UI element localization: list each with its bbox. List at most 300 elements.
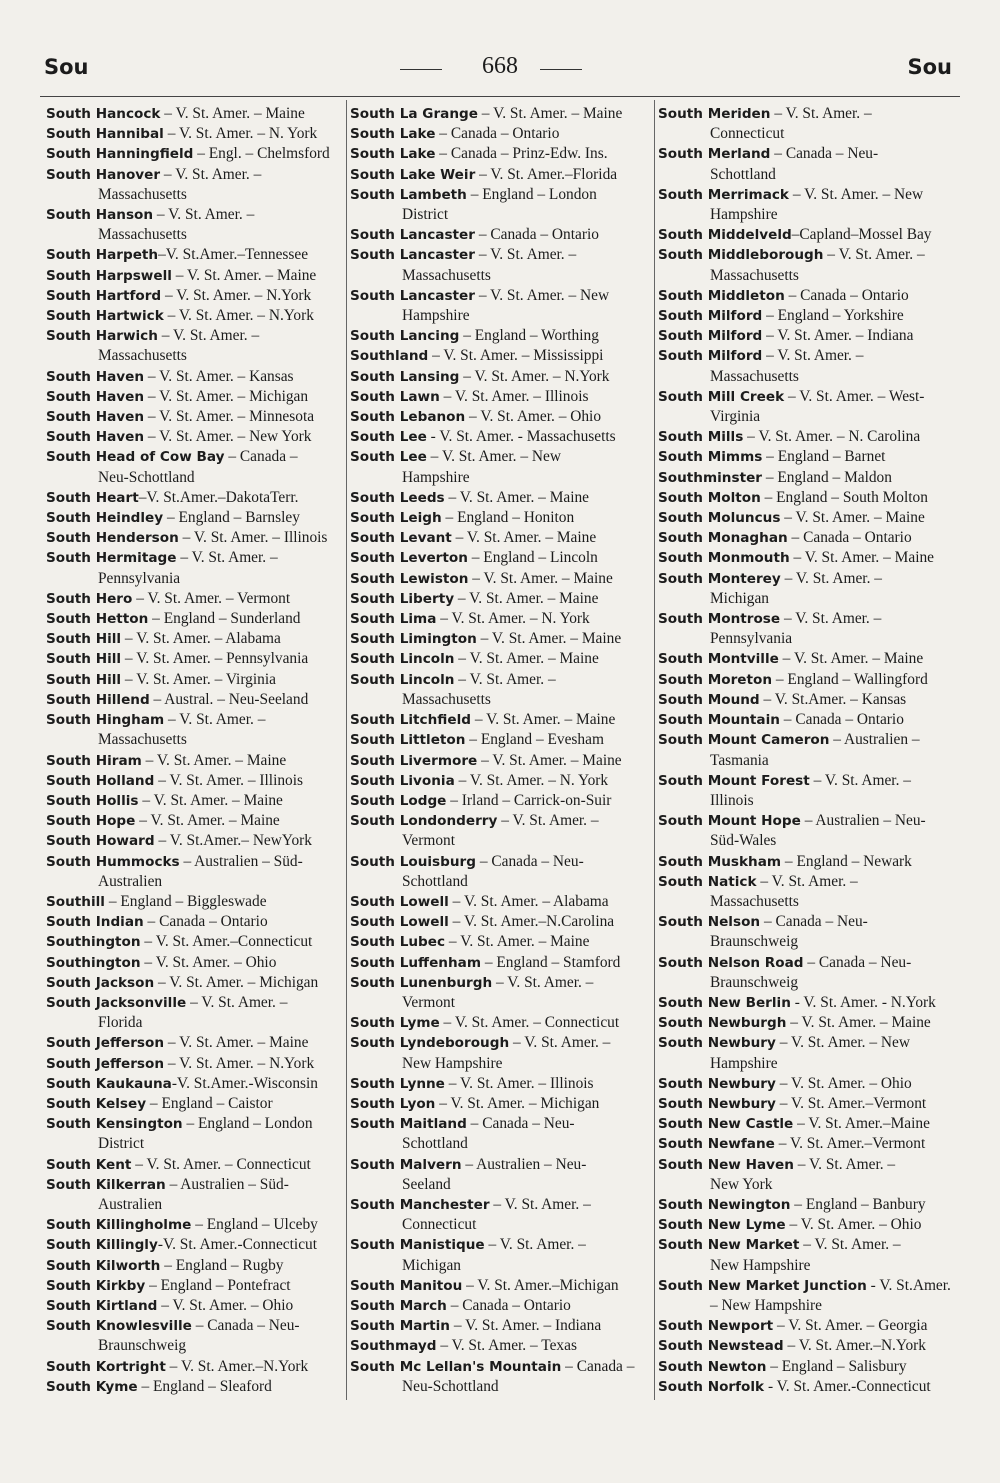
entry-place-name: South Milford [658,328,763,345]
entry-location: – V. St. Amer. – West- [784,387,925,405]
entry-place-name: South Killingly [46,1237,158,1254]
gazetteer-entry [658,286,958,306]
entry-place-name: South Hetton [46,611,149,628]
entry-continuation: Hampshire [710,206,778,224]
column-left [46,104,342,1404]
gazetteer-entry [350,973,652,1013]
gazetteer-entry [46,1155,342,1175]
gazetteer-entry [658,1316,958,1336]
entry-continuation: Illinois [710,791,754,809]
entry-location: – Australien – Süd- [179,852,303,870]
gazetteer-entry [46,831,342,851]
entry-location: – England – Barnsley [163,509,300,527]
entry-place-name: South Nelson [658,914,761,931]
gazetteer-entry [46,1215,342,1235]
entry-location: – V. St. Amer. – Michigan [144,387,309,405]
entry-location: – Canada – Ontario [143,913,268,931]
gazetteer-entry [350,488,652,508]
entry-place-name: South Milford [658,348,763,365]
entry-location: – V. St. Amer. – Ohio [140,953,277,971]
entry-location: – V. St. Amer. – Alabama [121,630,281,648]
entry-location: – V. St. Amer. – Maine [444,488,590,506]
entry-place-name: South Lambeth [350,186,467,203]
entry-continuation: Connecticut [710,125,785,143]
entry-location: – England – Lincoln [467,549,598,567]
entry-place-name: South Lansing [350,368,460,385]
gazetteer-entry [658,771,958,811]
gazetteer-entry [658,488,958,508]
entry-place-name: South Littleton [350,732,466,749]
entry-continuation: Hampshire [710,1054,778,1072]
gazetteer-entry [658,548,958,568]
gazetteer-entry [46,1256,342,1276]
entry-place-name: South Kirkby [46,1277,146,1294]
entry-location: – Australien – Neu- [800,812,926,830]
entry-location: – V. St. Amer. – [186,993,288,1011]
entry-continuation: Michigan [710,589,769,607]
entry-place-name: South Mills [658,429,744,446]
entry-location: – V. St. Amer.–Vermont [775,1094,927,1112]
entry-continuation: District [402,206,449,224]
entry-place-name: South Lake Weir [350,166,476,183]
entry-location: – V. St. Amer. – Kansas [144,367,294,385]
entry-location: – England – Salisbury [766,1357,907,1375]
gazetteer-entry [46,326,342,366]
entry-place-name: South Lincoln [350,651,455,668]
gazetteer-entry [658,912,958,952]
gazetteer-entry [658,1074,958,1094]
entry-location: – V. St. Amer. – Maine [477,751,622,769]
gazetteer-entry [350,751,652,771]
entry-place-name: South Milford [658,308,763,325]
entry-place-name: South Haven [46,368,145,385]
entry-place-name: South Leverton [350,550,468,567]
entry-place-name: South Lima [350,611,437,628]
entry-place-name: South Kensington [46,1116,183,1133]
entry-location: – England – Honiton [441,509,575,527]
entry-place-name: South New Haven [658,1156,794,1173]
page-number: 668 [482,53,518,79]
entry-location: – Canada – Neu- [466,1115,575,1133]
entry-place-name: South Lawn [350,388,440,405]
entry-location: – V. St. Amer. – [157,327,260,345]
entry-place-name: South Montrose [658,611,781,628]
entry-location: – Canada – Ontario [779,711,904,729]
entry-place-name: Southmayd [350,1338,437,1355]
entry-location: –Capland–Mossel Bay [791,226,932,244]
gazetteer-entry [350,286,652,326]
entry-place-name: South Lancaster [350,227,475,244]
entry-location: – V. St. Amer. – Maine [454,650,599,668]
entry-location: – V. St. Amer. – Ohio [775,1074,912,1092]
entry-location: – V. St. Amer. – [492,973,594,991]
gazetteer-entry [46,1175,342,1215]
entry-place-name: South Maitland [350,1116,467,1133]
entry-place-name: South Jefferson [46,1035,165,1052]
gazetteer-entry [350,609,652,629]
entry-place-name: South Hill [46,631,122,648]
gazetteer-entry [46,1074,342,1094]
entry-location: – V. St. Amer. – Georgia [773,1317,928,1335]
entry-place-name: South Jackson [46,974,155,991]
entry-location: – V. St. Amer. – [497,812,599,830]
entry-location: – England – Pontefract [145,1276,291,1294]
entry-location: – Canada – Neu- [760,913,868,931]
entry-continuation: Schottland [402,872,468,890]
gazetteer-entry [658,1235,958,1275]
entry-location: – Canada – Neu- [770,145,879,163]
entry-location: – V. St. Amer. – N. York [454,771,609,789]
entry-place-name: South Haven [46,409,145,426]
entry-place-name: South Kent [46,1156,132,1173]
gazetteer-entry [658,609,958,649]
gazetteer-entry [350,346,652,366]
entry-place-name: South Hannibal [46,126,164,143]
gazetteer-entry [350,387,652,407]
entry-location: – V. St.Amer. – Kansas [759,690,907,708]
gazetteer-entry [46,165,342,205]
entry-place-name: South Martin [350,1318,450,1335]
gazetteer-entry [46,1033,342,1053]
gazetteer-entry [658,387,958,427]
entry-location: – V. St. Amer. – [153,206,255,224]
entry-place-name: Southington [46,934,141,951]
entry-continuation: Massachusetts [98,731,187,749]
gazetteer-entry [658,1134,958,1154]
entry-location: – V. St. Amer. – [799,1236,901,1254]
gazetteer-entry [350,1235,652,1275]
entry-place-name: South Kortright [46,1358,166,1375]
gazetteer-entry [658,185,958,225]
gazetteer-entry [46,124,342,144]
entry-continuation: Braunschweig [98,1337,187,1355]
entry-location: – V. St. Amer. – N. Carolina [743,428,921,446]
entry-location: – V. St. Amer. – N.York [161,286,312,304]
entry-place-name: South Lyon [350,1095,436,1112]
entry-place-name: South Henderson [46,530,179,547]
entry-place-name: South Mountain [658,712,780,729]
entry-place-name: South Mount Cameron [658,732,830,749]
gazetteer-entry [350,1357,652,1397]
gazetteer-entry [350,508,652,528]
gazetteer-entry [46,973,342,993]
entry-place-name: South Moluncus [658,510,781,527]
gazetteer-entry [46,427,342,447]
entry-place-name: South Harpswell [46,267,172,284]
entry-location: – V. St. Amer. – Maine [468,569,613,587]
entry-place-name: South Mount Hope [658,813,801,830]
gazetteer-entry [46,205,342,245]
entry-place-name: South Hummocks [46,853,180,870]
entry-continuation: Schottland [710,165,776,183]
entry-location: – V. St. Amer. – Pennsylvania [121,650,309,668]
gazetteer-entry [350,852,652,892]
entry-location: – V. St. Amer. – Illinois [154,771,304,789]
entry-location: – England – London [466,185,597,203]
gazetteer-entry [350,1033,652,1073]
entry-place-name: South Hiram [46,752,142,769]
entry-place-name: South Moreton [658,671,773,688]
entry-continuation: Michigan [402,1256,461,1274]
entry-place-name: South Middleton [658,287,785,304]
entry-place-name: South Muskham [658,853,782,870]
entry-place-name: South Litchfield [350,712,471,729]
entry-location: – V. St. Amer. – [780,610,882,628]
entry-place-name: South Harpeth [46,247,159,264]
entry-continuation: Schottland [402,1135,468,1153]
column-middle [350,104,652,1404]
entry-continuation: New Hampshire [402,1054,503,1072]
gazetteer-entry [350,771,652,791]
entry-location: – V. St. Amer. – [809,771,911,789]
gazetteer-entry [350,245,652,285]
entry-location: – V. St. Amer. – Illinois [178,529,328,547]
gazetteer-entry [46,670,342,690]
entry-continuation: Massachusetts [710,266,799,284]
entry-location: – V. St. Amer. – [823,246,925,264]
entry-location: – Australien – Neu- [461,1155,587,1173]
entry-location: – V. St. Amer. – Maine [451,529,597,547]
entry-continuation: Florida [98,1014,143,1032]
entry-continuation: Neu-Schottland [402,1377,499,1395]
gazetteer-entry [350,367,652,387]
entry-place-name: South Newbury [658,1075,776,1092]
entry-location: – V. St. Amer. – Illinois [439,387,589,405]
entry-place-name: South Lee [350,449,427,466]
gazetteer-entry [46,710,342,750]
entry-place-name: South Livonia [350,772,455,789]
entry-location: – V. St. Amer. – N.York [164,1054,315,1072]
entry-location: – England – Barnet [762,448,886,466]
entry-place-name: South Kelsey [46,1095,147,1112]
entry-place-name: South Lincoln [350,671,455,688]
entry-place-name: South Newport [658,1318,774,1335]
entry-place-name: South Heindley [46,510,164,527]
entry-place-name: South Livermore [350,752,478,769]
entry-place-name: South Levant [350,530,452,547]
entry-continuation: New York [710,1175,773,1193]
entry-place-name: South Leigh [350,510,442,527]
gazetteer-entry [350,710,652,730]
entry-place-name: South Lowell [350,893,449,910]
entry-place-name: South Lebanon [350,409,466,426]
gazetteer-entry [350,1074,652,1094]
entry-place-name: South Jefferson [46,1055,165,1072]
entry-place-name: South Harwich [46,328,158,345]
entry-place-name: South Manchester [350,1196,490,1213]
gazetteer-entry [658,1215,958,1235]
entry-place-name: Southill [46,893,105,910]
entry-location: – V. St. Amer. – Vermont [132,589,291,607]
gazetteer-entry [350,1114,652,1154]
entry-location: – V. St. Amer. – New York [144,428,312,446]
gazetteer-entry [46,751,342,771]
entry-continuation: Neu-Schottland [98,468,195,486]
entry-place-name: South Lubec [350,934,446,951]
entry-location: – Canada – Neu- [191,1317,300,1335]
entry-location: – Engl. – Chelmsford [193,145,330,163]
entry-location: –V. St.Amer.–Tennessee [158,246,309,264]
entry-place-name: South Kirtland [46,1297,158,1314]
gazetteer-entry [350,589,652,609]
entry-location: – England – Stamford [480,953,621,971]
entry-continuation: Vermont [402,993,456,1011]
gazetteer-entry [46,1357,342,1377]
entry-continuation: Australien [98,872,163,890]
entry-location: – V. St. Amer. – Maine [445,933,590,951]
entry-location: – V. St. Amer. – [176,549,278,567]
entry-location: – England – London [182,1115,313,1133]
gazetteer-entry [350,225,652,245]
gazetteer-entry [658,225,958,245]
entry-place-name: South Monmouth [658,550,790,567]
entry-location: – England – Sleaford [137,1377,272,1395]
entry-location: – England – Newark [781,852,912,870]
gazetteer-entry [658,710,958,730]
entry-location: – V. St. Amer. – Ohio [785,1216,922,1234]
gazetteer-entry [658,508,958,528]
entry-location: – V. St. Amer. – [489,1195,591,1213]
column-divider [654,100,655,1400]
entry-place-name: South Malvern [350,1156,462,1173]
gazetteer-entry [46,104,342,124]
entry-continuation: – New Hampshire [710,1296,822,1314]
entry-location: – Canada – Ontario [784,286,909,304]
entry-place-name: South Hermitage [46,550,177,567]
gazetteer-entry [658,447,958,467]
entry-place-name: Southland [350,348,429,365]
entry-continuation: Australien [98,1195,163,1213]
entry-place-name: South Newburgh [658,1015,787,1032]
entry-place-name: South Hartford [46,287,162,304]
entry-location: – Canada – Ontario [787,529,912,547]
gazetteer-entry [350,1296,652,1316]
entry-place-name: South Howard [46,833,155,850]
gazetteer-entry [658,1195,958,1215]
entry-location: – Canada – Ontario [446,1296,571,1314]
gazetteer-entry [658,306,958,326]
entry-place-name: South Limington [350,631,477,648]
gazetteer-entry [350,629,652,649]
entry-location: – England – Yorkshire [762,307,904,325]
entry-place-name: South Montville [658,651,779,668]
gazetteer-entry [350,649,652,669]
gazetteer-entry [658,1013,958,1033]
gazetteer-entry [46,1094,342,1114]
gazetteer-entry [46,811,342,831]
entry-place-name: South Nelson Road [658,954,804,971]
entry-location: – V. St. Amer. – Maine [476,630,622,648]
gazetteer-entry [46,1316,342,1356]
gazetteer-entry [46,892,342,912]
entry-place-name: Southington [46,954,141,971]
gazetteer-entry [658,569,958,609]
entry-place-name: South Lewiston [350,570,469,587]
entry-place-name: South Merland [658,146,771,163]
entry-location: – V. St. Amer. – Mississippi [428,347,604,365]
gazetteer-entry [46,367,342,387]
entry-place-name: South Indian [46,914,144,931]
gazetteer-entry [46,609,342,629]
gazetteer-entry [46,771,342,791]
entry-location: – Canada – Prinz-Edw. Ins. [435,145,608,163]
entry-continuation: New Hampshire [710,1256,811,1274]
entry-location: – Irland – Carrick-on-Suir [446,791,612,809]
entry-place-name: South Lancaster [350,287,475,304]
entry-place-name: South Lowell [350,914,449,931]
gazetteer-entry [46,1054,342,1074]
entry-location: – Canada – Neu- [803,953,912,971]
entry-location: - V. St. Amer.-Connecticut [764,1377,931,1395]
entry-place-name: South Haven [46,429,145,446]
entry-place-name: South Holland [46,772,155,789]
entry-location: – V. St. Amer.–N.York [783,1337,926,1355]
gazetteer-entry [658,346,958,386]
gazetteer-entry [350,932,652,952]
entry-place-name: South Mc Lellan's Mountain [350,1358,562,1375]
entry-location: – Canada – Ontario [435,125,560,143]
entry-place-name: South Kilkerran [46,1176,166,1193]
gazetteer-entry [350,1276,652,1296]
entry-location: – V. St. Amer. – Maine [171,266,317,284]
gazetteer-entry [658,1336,958,1356]
entry-place-name: South Heart [46,489,139,506]
entry-place-name: South Hanningfield [46,146,194,163]
gazetteer-entry [658,1094,958,1114]
gazetteer-entry [46,932,342,952]
entry-place-name: South Merrimack [658,186,789,203]
gazetteer-entry [658,649,958,669]
entry-location: -V. St.Amer.-Wisconsin [171,1074,319,1092]
entry-location: – V. St.Amer.– NewYork [154,832,312,850]
entry-location: – V. St. Amer. – N.York [459,367,610,385]
entry-location: – V. St. Amer. – New [474,286,610,304]
entry-location: – V. St. Amer. – Maine [141,751,287,769]
gazetteer-entry [350,912,652,932]
entry-continuation: Vermont [402,832,456,850]
entry-continuation: Braunschweig [710,973,799,991]
gazetteer-entry [658,144,958,184]
entry-place-name: South Knowlesville [46,1318,192,1335]
entry-location: – V. St. Amer.–Maine [793,1115,930,1133]
entry-location: – V. St. Amer. – New [788,185,924,203]
header-rule [40,96,960,97]
entry-location: – England – Ulceby [191,1216,318,1234]
entry-continuation: Hampshire [402,468,470,486]
entry-location: – V. St. Amer. – Texas [436,1337,577,1355]
entry-location: – V. St. Amer. – Maine [454,589,599,607]
gazetteer-entry [46,1235,342,1255]
entry-location: – V. St. Amer. – [762,347,864,365]
gazetteer-entry [350,670,652,710]
gazetteer-entry [350,569,652,589]
entry-location: – V. St. Amer. – [164,711,266,729]
gazetteer-entry [46,144,342,164]
entry-place-name: South Lake [350,126,436,143]
entry-continuation: District [98,1135,145,1153]
entry-location: – V. St. Amer. – Ohio [465,408,602,426]
entry-location: – V. St. Amer. – [770,105,872,122]
entry-place-name: South Hill [46,671,122,688]
entry-place-name: South Luffenham [350,954,481,971]
entry-place-name: South Meriden [658,106,771,122]
entry-place-name: South Lunenburgh [350,974,493,991]
entry-location: – V. St. Amer. – Indiana [449,1317,602,1335]
entry-location: – V. St. Amer. – Alabama [448,892,609,910]
running-head-right: Sou [907,55,952,79]
gazetteer-entry [658,1377,958,1397]
entry-continuation: Massachusetts [710,892,799,910]
